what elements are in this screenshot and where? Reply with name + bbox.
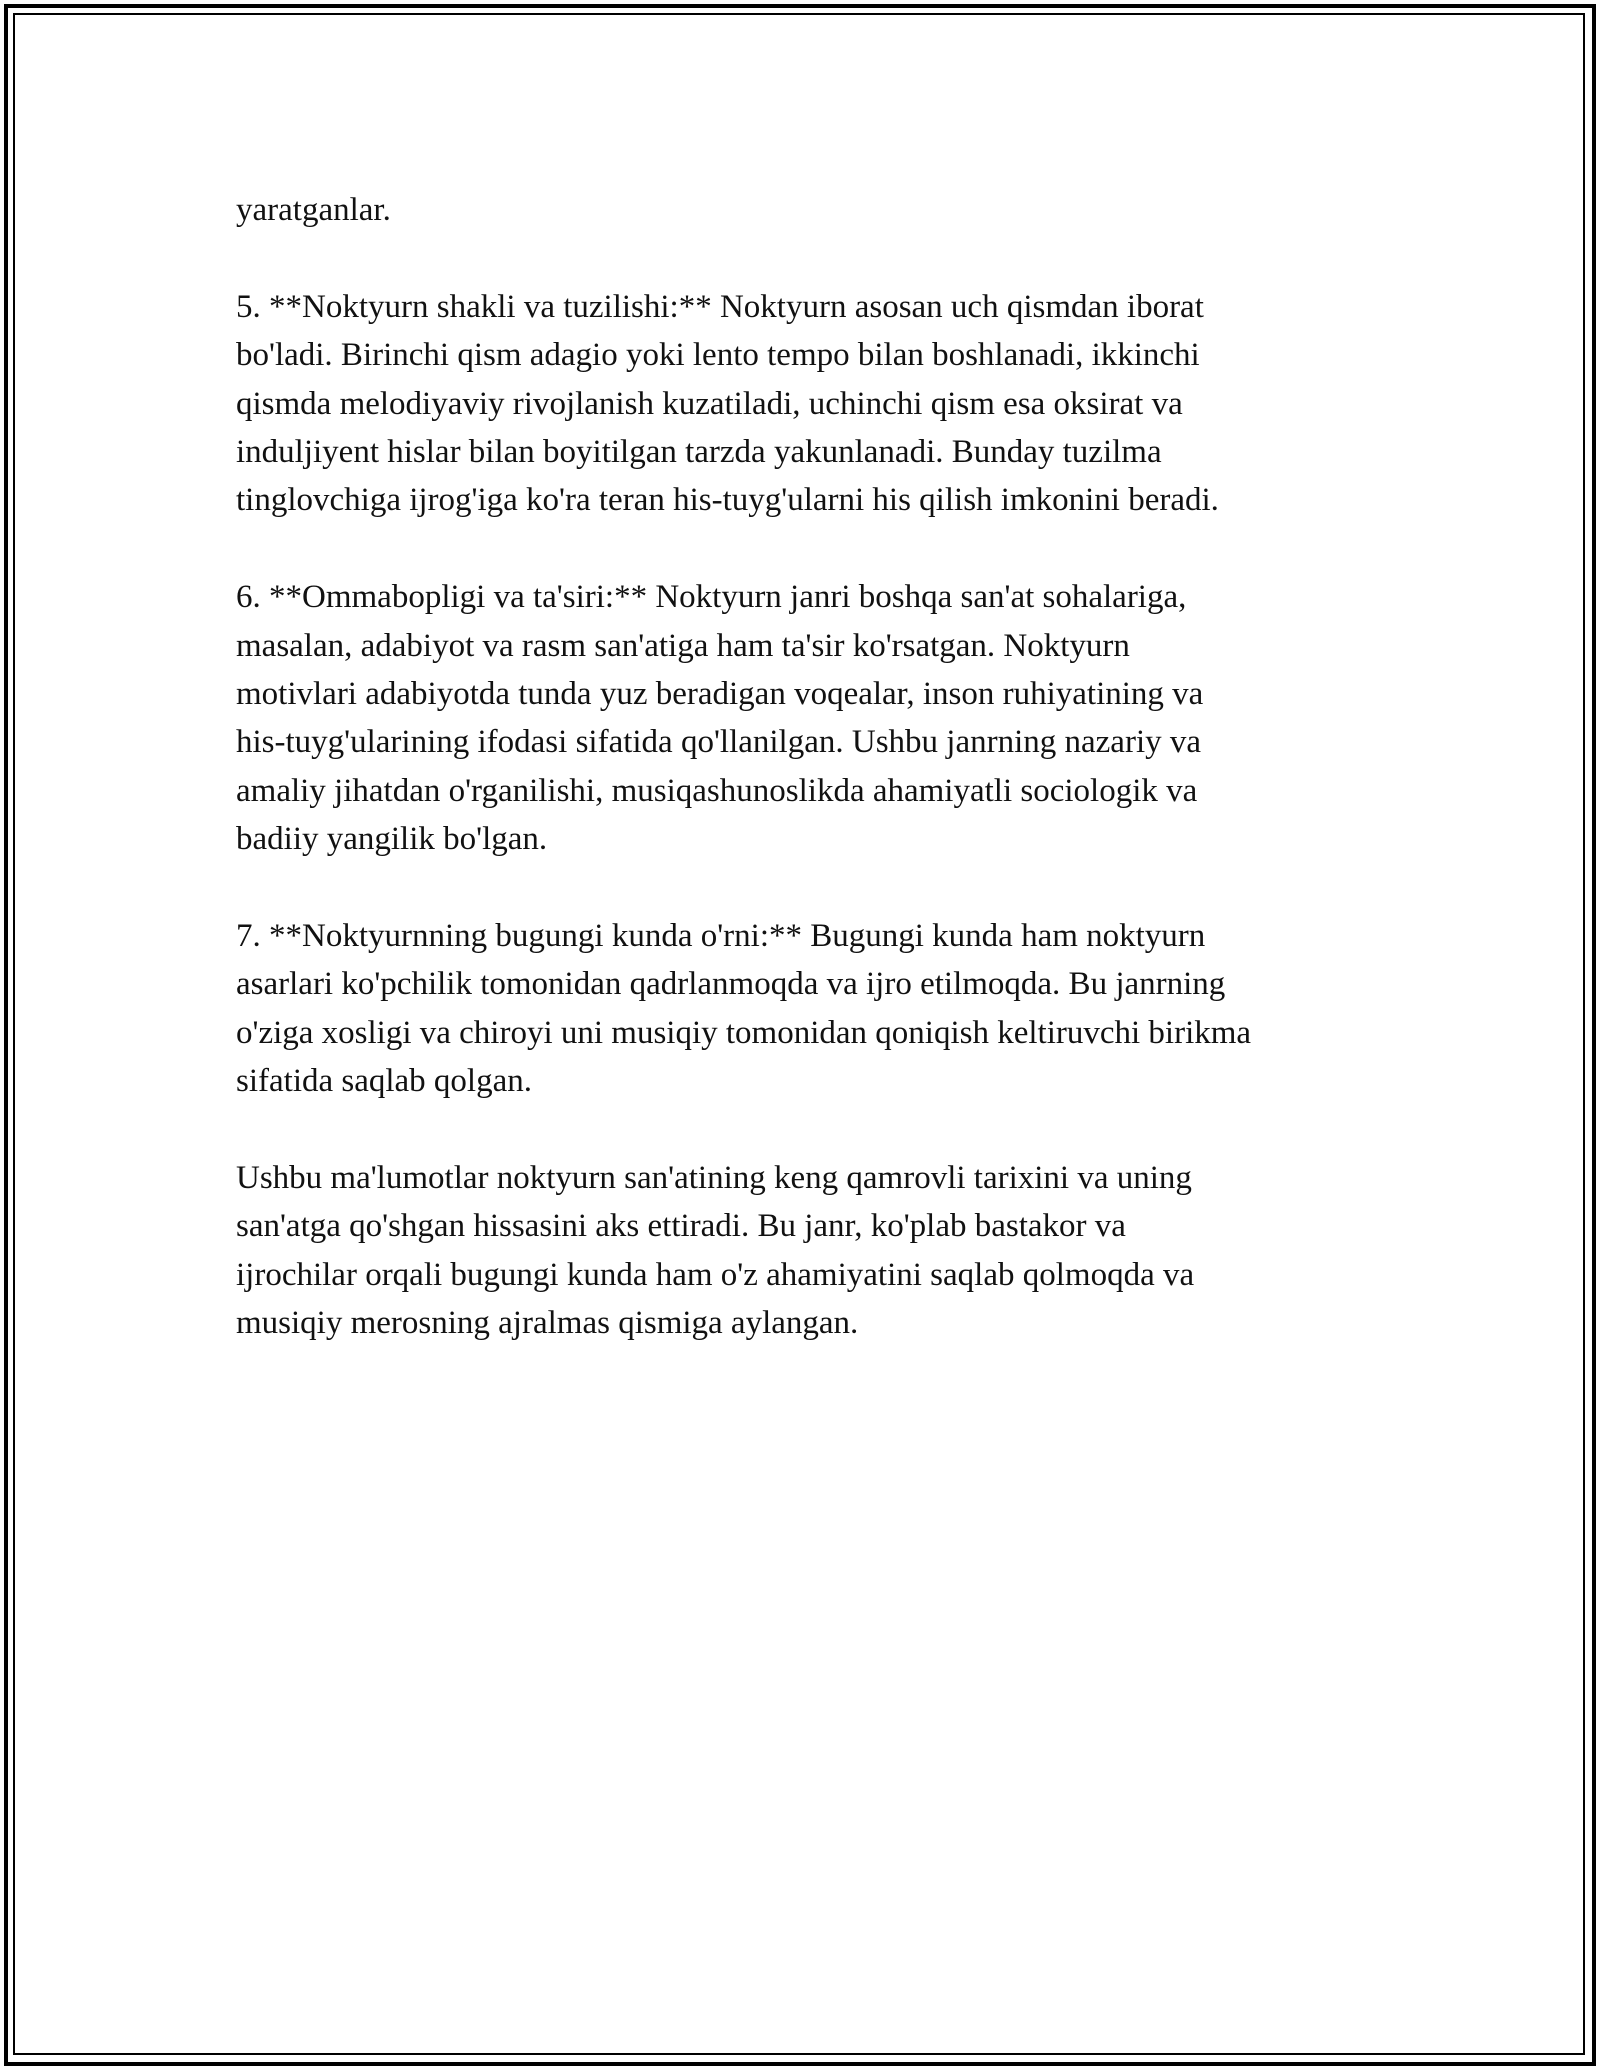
paragraph-item-7: 7. **Noktyurnning bugungi kunda o'rni:** Bugungi kunda ham noktyurn asarlari ko'pchilik tomonidan qadrlanmoqda va ijro etilmoqda. Bu janrning o'ziga xosligi va chiroyi uni musiqiy tomonidan qoniqish keltiruvchi birikma sifatida saqlab qolgan. (236, 918, 1252, 1100)
document-body (236, 186, 1376, 1396)
paragraph-conclusion: Ushbu ma'lumotlar noktyurn san'atining keng qamrovli tarixini va uning san'atga qo'shgan hissasini aks ettiradi. Bu janr, ko'plab bastakor va ijrochilar orqali bugungi kunda ham o'z ahamiyatini saqlab qolmoqda va musiqiy merosning ajralmas qismiga aylangan. (236, 1160, 1195, 1342)
paragraph-item-6: 6. **Ommabopligi va ta'siri:** Noktyurn janri boshqa san'at sohalariga, masalan, adabiyot va rasm san'atiga ham ta'sir ko'rsatgan. Noktyurn motivlari adabiyotda tunda yuz beradigan voqealar, inson ruhiyatining va his-tuyg'ularining ifodasi sifatida qo'llanilgan. Ushbu janrning nazariy va amaliy jihatdan o'rganilishi, musiqashunoslikda ahamiyatli sociologik va badiiy yangilik bo'lgan. (236, 579, 1204, 858)
paragraph-item-5: 5. **Noktyurn shakli va tuzilishi:** Noktyurn asosan uch qismdan iborat bo'ladi. Birinchi qism adagio yoki lento tempo bilan boshlanadi, ikkinchi qismda melodiyaviy rivojlanish kuzatiladi, uchinchi qism esa oksirat va induljiyent hislar bilan boyitilgan tarzda yakunlanadi. Bunday tuzilma tinglovchiga ijrog'iga ko'ra teran his-tuyg'ularni his qilish imkonini beradi. (236, 288, 1219, 519)
paragraph-continuation: yaratganlar. (236, 192, 391, 228)
